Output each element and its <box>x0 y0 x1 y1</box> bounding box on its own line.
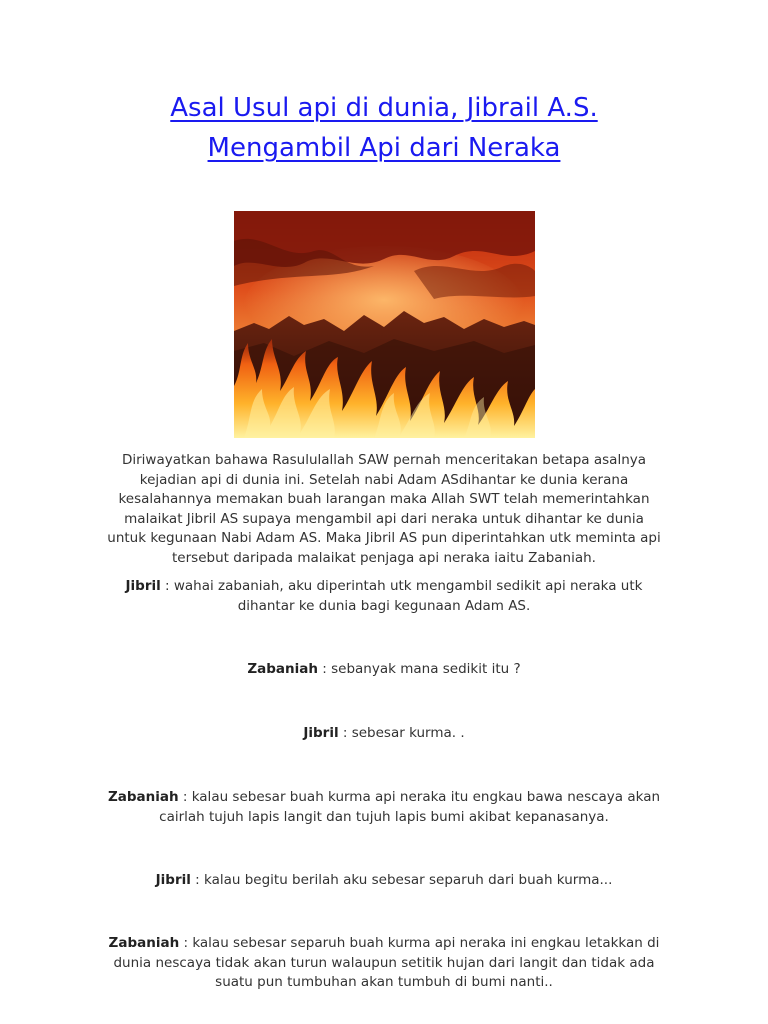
dialogue-zabaniah-3 <box>0 934 768 993</box>
dialogue-text: : kalau sebesar separuh buah kurma api neraka ini engkau letakkan di <box>179 935 660 951</box>
title-link[interactable] <box>0 88 768 168</box>
dialogue-text: dunia nescaya tidak akan turun walaupun setitik hujan dari langit dan tidak ada <box>113 954 655 971</box>
dialogue-jibril-3 <box>0 871 768 891</box>
intro-line-4: malaikat Jibril AS supaya mengambil api dari neraka untuk dihantar ke dunia <box>124 510 644 527</box>
speaker-name: Zabaniah <box>108 935 180 951</box>
intro-line-6: tersebut daripada malaikat penjaga api neraka iaitu Zabaniah. <box>172 549 596 566</box>
dialogue-text: suatu pun tumbuhan akan tumbuh di bumi nanti.. <box>215 974 553 990</box>
intro-line-3: kesalahannya memakan buah larangan maka Allah SWT telah memerintahkan <box>118 491 650 507</box>
dialogue-jibril-2 <box>0 724 768 744</box>
speaker-name: Jibril <box>125 578 161 594</box>
dialogue-text: : wahai zabaniah, aku diperintah utk mengambil sedikit api neraka utk <box>160 578 643 594</box>
intro-line-2: kejadian api di dunia ini. Setelah nabi Adam ASdihantar ke dunia kerana <box>139 471 629 488</box>
dialogue-text: : sebanyak mana sedikit itu ? <box>317 661 521 677</box>
speaker-name: Zabaniah <box>107 789 179 805</box>
hellfire-image <box>234 211 535 438</box>
intro-paragraph <box>0 451 768 568</box>
dialogue-text: dihantar ke dunia bagi kegunaan Adam AS. <box>237 597 531 614</box>
speaker-name: Jibril <box>155 872 191 888</box>
speaker-name: Zabaniah <box>247 661 318 677</box>
intro-line-5: untuk kegunaan Nabi Adam AS. Maka Jibril AS pun diperintahkan utk meminta api <box>107 530 661 546</box>
dialogue-text: : sebesar kurma. . <box>338 725 465 741</box>
page-title <box>0 88 768 168</box>
dialogue-text: : kalau begitu berilah aku sebesar separuh dari buah kurma... <box>190 872 613 888</box>
title-line-2: Mengambil Api dari Neraka <box>207 133 561 163</box>
dialogue-text: : kalau sebesar buah kurma api neraka itu engkau bawa nescaya akan <box>178 789 661 805</box>
title-line-1: Asal Usul api di dunia, Jibrail A.S. <box>170 93 598 123</box>
dialogue-zabaniah-1 <box>0 660 768 680</box>
dialogue-zabaniah-2 <box>0 788 768 827</box>
speaker-name: Jibril <box>303 725 339 741</box>
intro-line-1: Diriwayatkan bahawa Rasululallah SAW pernah menceritakan betapa asalnya <box>121 452 647 468</box>
dialogue-jibril-1 <box>0 577 768 616</box>
dialogue-text: cairlah tujuh lapis langit dan tujuh lapis bumi akibat kepanasanya. <box>159 808 609 825</box>
